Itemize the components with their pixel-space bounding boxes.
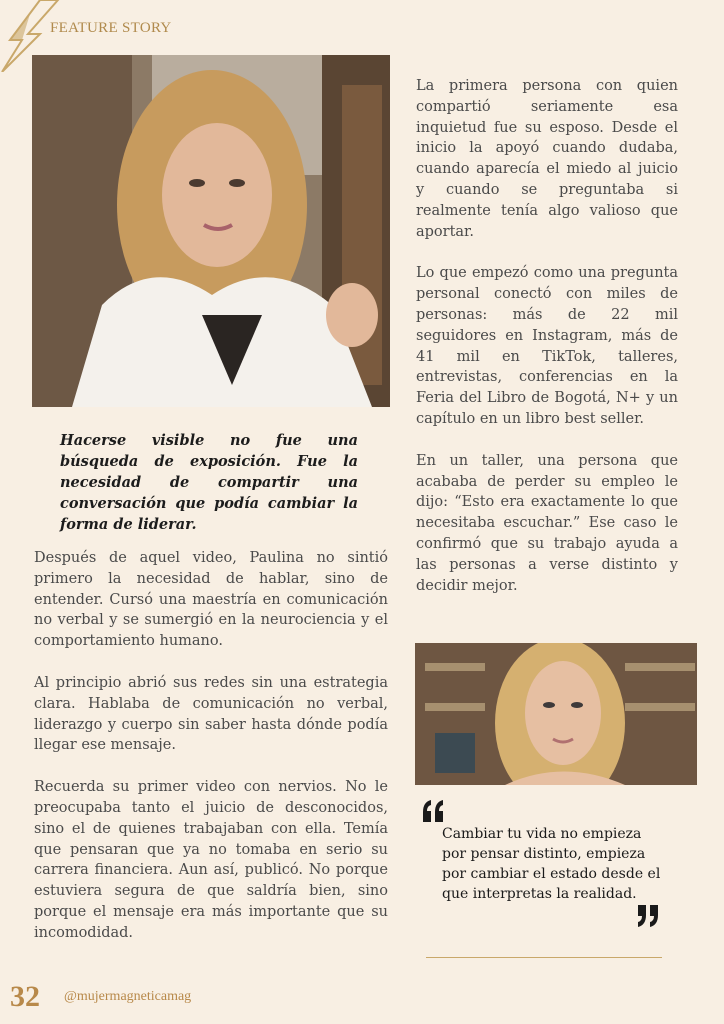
portrait-photo <box>32 55 390 407</box>
page-number: 32 <box>10 980 40 1013</box>
divider <box>426 957 662 958</box>
paragraph: Después de aquel video, Paulina no sintió primero la necesidad de hablar, sino de entender. Cursó una maestría en comunicación no verbal y se sumergió en la neurociencia y el comportamiento humano. <box>34 550 388 650</box>
pull-quote: Hacerse visible no fue una búsqueda de exposición. Fue la necesidad de compartir una conversación que podía cambiar la forma de liderar. <box>60 432 358 533</box>
featured-quote: Cambiar tu vida no empieza por pensar distinto, empieza por cambiar el estado desde el que interpretas la realidad. <box>442 826 661 902</box>
paragraph: Al principio abrió sus redes sin una estrategia clara. Hablaba de comunicación no verbal, liderazgo y cuerpo sin saber hasta dónde podía llegar ese mensaje. <box>34 674 388 754</box>
right-column <box>416 76 678 617</box>
section-label: FEATURE STORY <box>50 20 172 36</box>
paragraph: Lo que empezó como una pregunta personal conectó con miles de personas: más de 22 mil seguidores en Instagram, más de 41 mil en TikTok, talleres, entrevistas, conferencias en la Feria del Libro de Bogotá, N+ y un capítulo en un libro best seller. <box>416 265 678 427</box>
close-quote-icon <box>636 905 660 927</box>
paragraph: La primera persona con quien compartió seriamente esa inquietud fue su esposo. Desde el inicio la apoyó cuando dudaba, cuando aparecía el miedo al juicio y cuando se preguntaba si realmente tenía algo valioso que aportar. <box>416 78 678 240</box>
open-quote-icon <box>421 800 445 822</box>
paragraph: En un taller, una persona que acababa de perder su empleo le dijo: “Esto era exactamente lo que necesitaba escuchar.” Ese caso le confirmó que su trabajo ayuda a las personas a verse distinto y decidir mejor. <box>416 452 678 594</box>
social-handle: @mujermagneticamag <box>64 989 192 1004</box>
left-column <box>34 548 388 965</box>
secondary-portrait-photo <box>415 643 697 785</box>
paragraph: Recuerda su primer video con nervios. No le preocupaba tanto el juicio de desconocidos, sino el de quienes trabajaban con ella. Temía que pensaran que ya no tomaba en serio su carrera financiera. Aun así, publicó. No porque estuviera segura de que saldría bien, sino porque el mensaje era más importante que su incomodidad. <box>34 779 388 941</box>
